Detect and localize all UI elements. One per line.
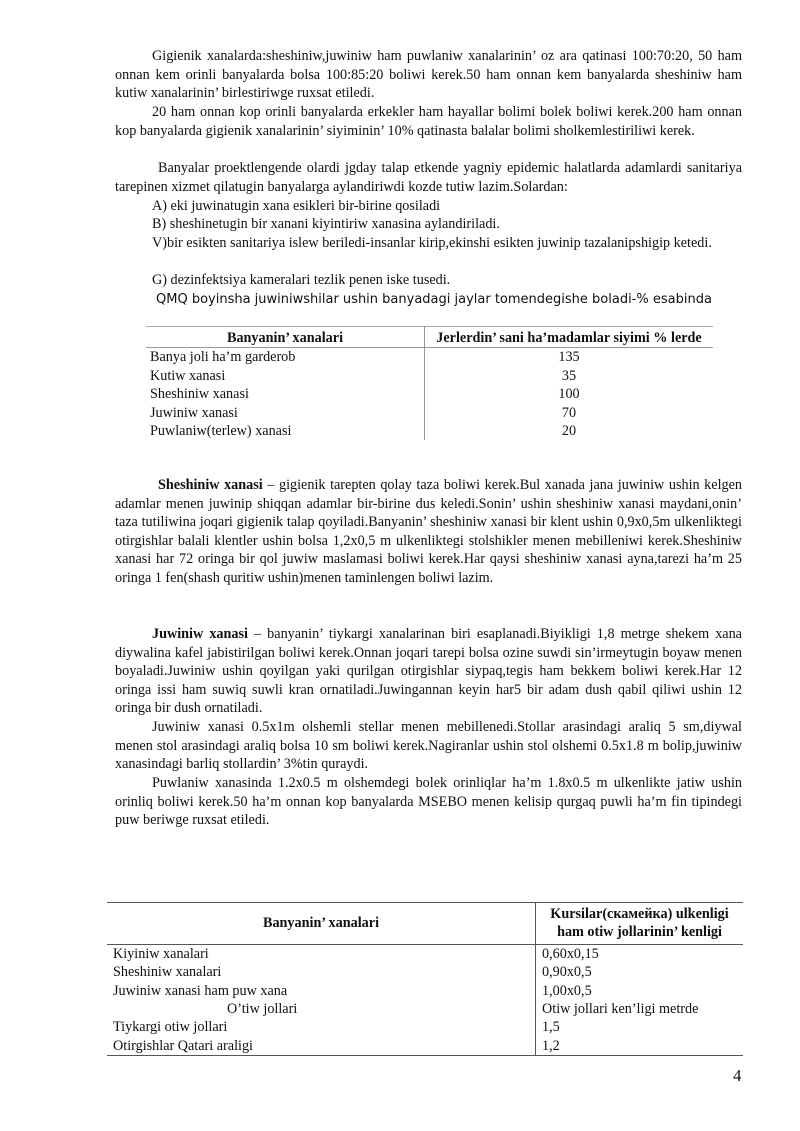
table-cell-value: Otiw jollari ken’ligi metrde (542, 1001, 699, 1018)
table-cell-value: 35 (561, 367, 577, 384)
table-cell-value: 135 (558, 349, 580, 366)
rooms-capacity-table (146, 326, 713, 440)
table-cell-value: 1,5 (542, 1019, 560, 1036)
term-washing-room: Juwiniw xanasi (152, 626, 248, 642)
table-cell-value: 1,2 (536, 1037, 744, 1056)
paragraph-washing-room (115, 625, 742, 718)
table-cell-value: 0,60x0,15 (542, 945, 599, 962)
table-header-capacity: Jerlerdin’ sani ha’madamlar siyimi % lerde (425, 327, 714, 348)
paragraph-steam-room: Puwlaniw xanasinda 1.2x0.5 m olshemdegi bolek orinliqlar ha’m 1.8x0.5 m ulkenlikte jatiw ushin orinliq boliwi kerek.50 ha’m onnan kop banyalarda MSEBO menen kelisip qurgaq puwli ha’m fin tipindegi puw beriwge ruxsat etiledi. (115, 775, 742, 829)
table-cell-room: Tiykargi otiw jollari (107, 1018, 536, 1036)
table-cell-value: 20 (561, 423, 577, 440)
paragraph-epidemic: Banyalar proektlengende olardi jgday talap etkende yagniy epidemic halatlarda adamlardi sanitariya tarepinen xizmet qilatugin banyalarga aylandiriwdi kozde tutiw lazim.Solardan: (115, 160, 742, 195)
table-row (107, 1037, 743, 1056)
table-cell-room: Juwiniw xanasi ham puw xana (107, 982, 536, 1000)
paragraph-sections: 20 ham onnan kop orinli banyalarda erkekler ham hayallar bolimi bolek boliwi kerek.200 ham onnan kop banyalarda gigienik xanalarinin’ siyiminin’ 10% qatinasta balalar bolimi sholkemlestiriliwi kerek. (115, 104, 742, 139)
table-header-rooms: Banyanin’ xanalari (146, 327, 425, 348)
table-cell-room: Kiyiniw xanalari (107, 944, 536, 963)
table-row (146, 348, 713, 367)
table-row (146, 422, 713, 440)
table-cell-room: Otirgishlar Qatari araligi (107, 1037, 536, 1056)
table-header-bench-sizes: Kursilar(скамейка) ulkenligi ham otiw jollarinin’ kenligi (536, 903, 744, 945)
table-cell-room: Sheshiniw xanalari (107, 963, 536, 981)
table-row (107, 944, 743, 963)
paragraph-washing-room-text: – banyanin’ tiykargi xanalarinan biri esaplanadi.Biyikligi 1,8 metrge shekem xana diywalina kafel jabistirilgan boliwi kerek.Onnan joqari tarepi bolsa ozine suwdi sin’irmeytugin boyaw menen boyaladi.Juwiniw ushin qoyilgan yaki qurilgan otirgishlar siypaq,tegis ham bekkem boliwi kerek.Har 12 oringa issi ham suwiq suwli kran ornatiladi.Juwingannan keyin har5 bir adam dush qabil qiliwi ushin 12 oringa bir dush ornatiladi. (115, 626, 742, 717)
list-item-b: B) sheshinetugin bir xanani kiyintiriw xanasina aylandiriladi. (152, 216, 500, 232)
table-row (146, 385, 713, 403)
table-row (107, 982, 743, 1000)
table-cell-value: 1,00x0,5 (542, 982, 592, 999)
table-cell-value: 100 (558, 386, 580, 403)
table-header-row (107, 903, 743, 945)
table-row (107, 1018, 743, 1036)
list-item-v: V)bir esikten sanitariya islew beriledi-insanlar kirip,ekinshi esikten juwinip tazalanipshigip ketedi. (152, 235, 712, 251)
table-row (146, 367, 713, 385)
table-cell-value: 0,90x0,5 (542, 964, 592, 981)
table-row (146, 404, 713, 422)
paragraph-undressing-room (115, 476, 742, 588)
table-row (107, 963, 743, 981)
table-cell-room: Juwiniw xanasi (146, 404, 425, 422)
list-item-g: G) dezinfektsiya kameralari tezlik penen iske tusedi. (152, 272, 451, 288)
table-cell-room: Sheshiniw xanasi (146, 385, 425, 403)
paragraph-washing-tables: Juwiniw xanasi 0.5x1m olshemli stellar menen mebillenedi.Stollar arasindagi araliq 5 sm,diywal menen stol arasindagi araliq bolsa 10 sm boliwi kerek.Nagiranlar ushin stol olshemi 0.5x1.8 m bolip,juwiniw xanasindagi barliq stollardin’ 3%tin quraydi. (115, 719, 742, 773)
term-undressing-room: Sheshiniw xanasi (158, 477, 263, 493)
table-header-rooms: Banyanin’ xanalari (107, 903, 536, 945)
bench-sizes-table (107, 902, 743, 1056)
table-row (107, 1000, 743, 1018)
table-cell-room: Banya joli ha’m garderob (146, 348, 425, 367)
table-cell-value: 70 (561, 404, 577, 421)
list-item-a: A) eki juwinatugin xana esikleri bir-birine qosiladi (152, 198, 441, 214)
table-cell-room: Kutiw xanasi (146, 367, 425, 385)
paragraph-hygienic-ratios: Gigienik xanalarda:sheshiniw,juwiniw ham puwlaniw xanalarinin’ oz ara qatinasi 100:70:20, 50 ham onnan kem orinli banyalarda bolsa 100:85:20 boliwi kerek.50 ham onnan kem banyalarda sheshiniw ham kutiw xanalarinin’ birlestiriwge ruxsat etiledi. (115, 48, 742, 102)
paragraph-undressing-room-text: – gigienik tarepten qolay taza boliwi kerek.Bul xanada jana juwiniw ushin kelgen adamlar menen juwinip shiqqan adamlar bir-birine dus keledi.Sonin’ ushin sheshiniw xanasi maydani,onin’ taza tutiliwina joqari gigienik talap qoyiladi.Banyanin’ sheshiniw xanasi bir klent ushin 0,9x0,5m ulkenliktegi otirgishlar balali klentler ushin bolsa 1,2x0,5 m ulkenliktegi stolshikler menen mebilleniwi kerek.Sheshiniw xanasi har 72 oringa bir qol juwiw maslamasi boliwi kerek.Har qaysi sheshiniw xanasi ayna,tarezi ha’m 25 oringa 1 fen(shash quritiw ushin)menen taminlengen boliwi lazim. (115, 477, 742, 586)
table-header-row (146, 327, 713, 348)
table-cell-room: Puwlaniw(terlew) xanasi (146, 422, 425, 440)
page-number: 4 (733, 1066, 742, 1085)
table1-intro: QMQ boyinsha juwiniwshilar ushin banyadagi jaylar tomendegishe boladi-% esabinda (156, 292, 712, 307)
table-cell-room: O’tiw jollari (107, 1000, 536, 1018)
